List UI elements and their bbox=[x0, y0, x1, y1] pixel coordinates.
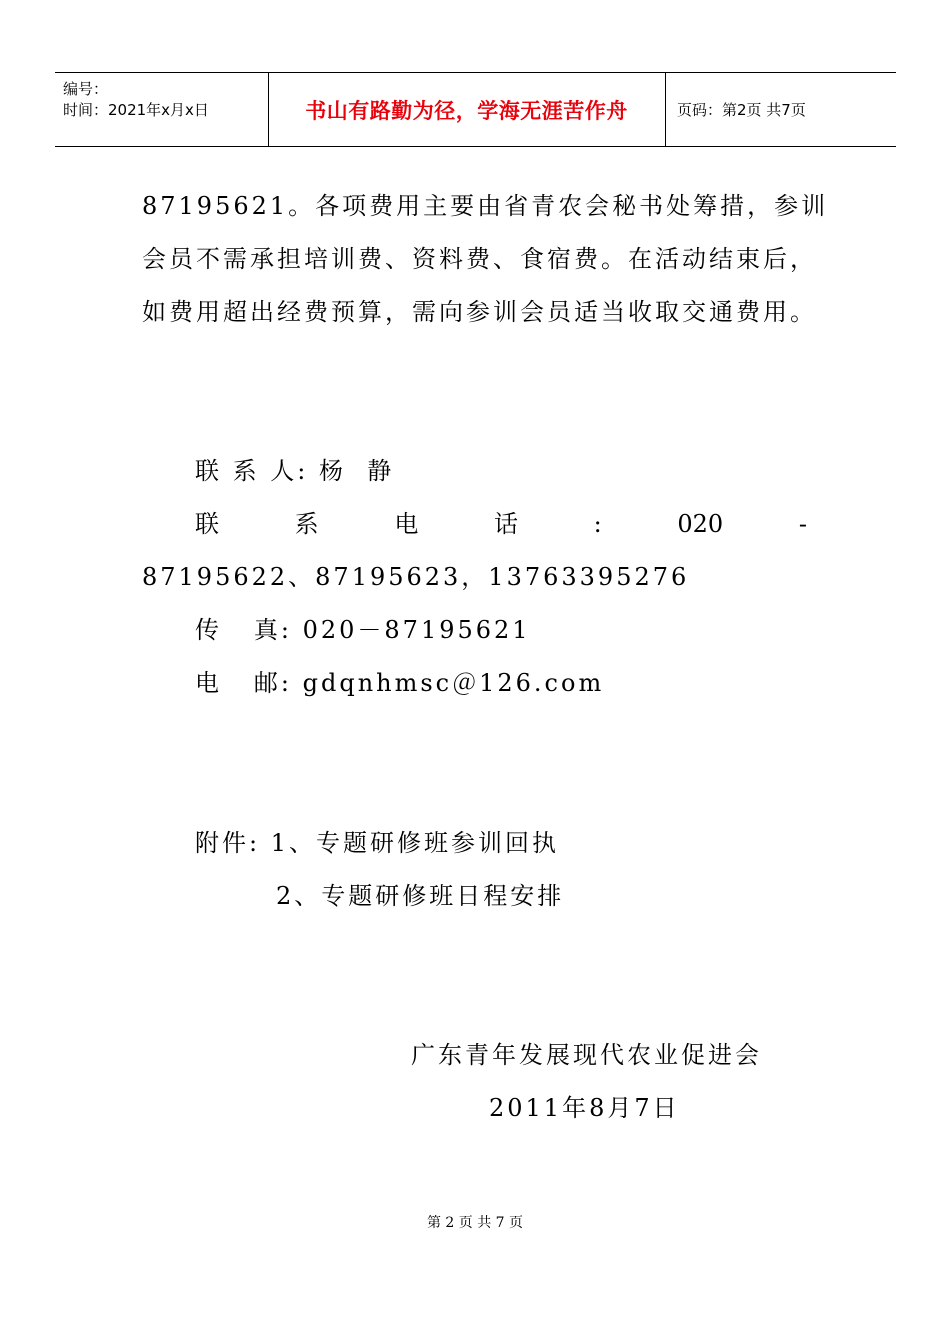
contact-email: 电 邮: gdqnhmsc＠126.com bbox=[195, 669, 605, 697]
header-motto: 书山有路勤为径，学海无涯苦作舟 bbox=[305, 98, 628, 123]
header-page-info: 页码：第2页 共7页 bbox=[677, 101, 806, 119]
page-footer: 第 2 页 共 7 页 bbox=[426, 1215, 524, 1231]
phone-label-char: 系 bbox=[294, 510, 319, 538]
number-label: 编号： bbox=[63, 80, 109, 98]
phone-label-char: 电 bbox=[394, 510, 419, 538]
contact-fax: 传 真: 020－87195621 bbox=[195, 616, 531, 644]
paragraph-line: 87195621。各项费用主要由省青农会秘书处筹措，参训 bbox=[142, 192, 829, 220]
contact-phone-numbers: 87195622、87195623，13763395276 bbox=[142, 563, 690, 591]
contact-person: 联 系 人: 杨 静 bbox=[195, 457, 395, 485]
phone-label-char: 联 bbox=[195, 510, 219, 538]
header-divider bbox=[665, 73, 666, 146]
header-meta bbox=[63, 79, 209, 121]
phone-label-char: 话 bbox=[493, 510, 518, 538]
phone-label-char: - bbox=[798, 510, 807, 538]
paragraph-line: 会员不需承担培训费、资料费、食宿费。在活动结束后， bbox=[142, 245, 817, 273]
attachment-item: 附件: 1、专题研修班参训回执 bbox=[195, 829, 559, 857]
document-header bbox=[55, 72, 896, 147]
signature-date: 2011年8月7日 bbox=[489, 1094, 680, 1122]
time-label: 时间：2021年x月x日 bbox=[63, 101, 209, 119]
phone-label-char: 020 bbox=[677, 510, 724, 538]
phone-label-char: : bbox=[593, 510, 602, 538]
contact-phone-label bbox=[195, 509, 807, 539]
paragraph-line: 如费用超出经费预算，需向参训会员适当收取交通费用。 bbox=[142, 298, 817, 326]
attachment-item: 2、专题研修班日程安排 bbox=[276, 882, 565, 910]
signature-organization: 广东青年发展现代农业促进会 bbox=[411, 1041, 762, 1069]
